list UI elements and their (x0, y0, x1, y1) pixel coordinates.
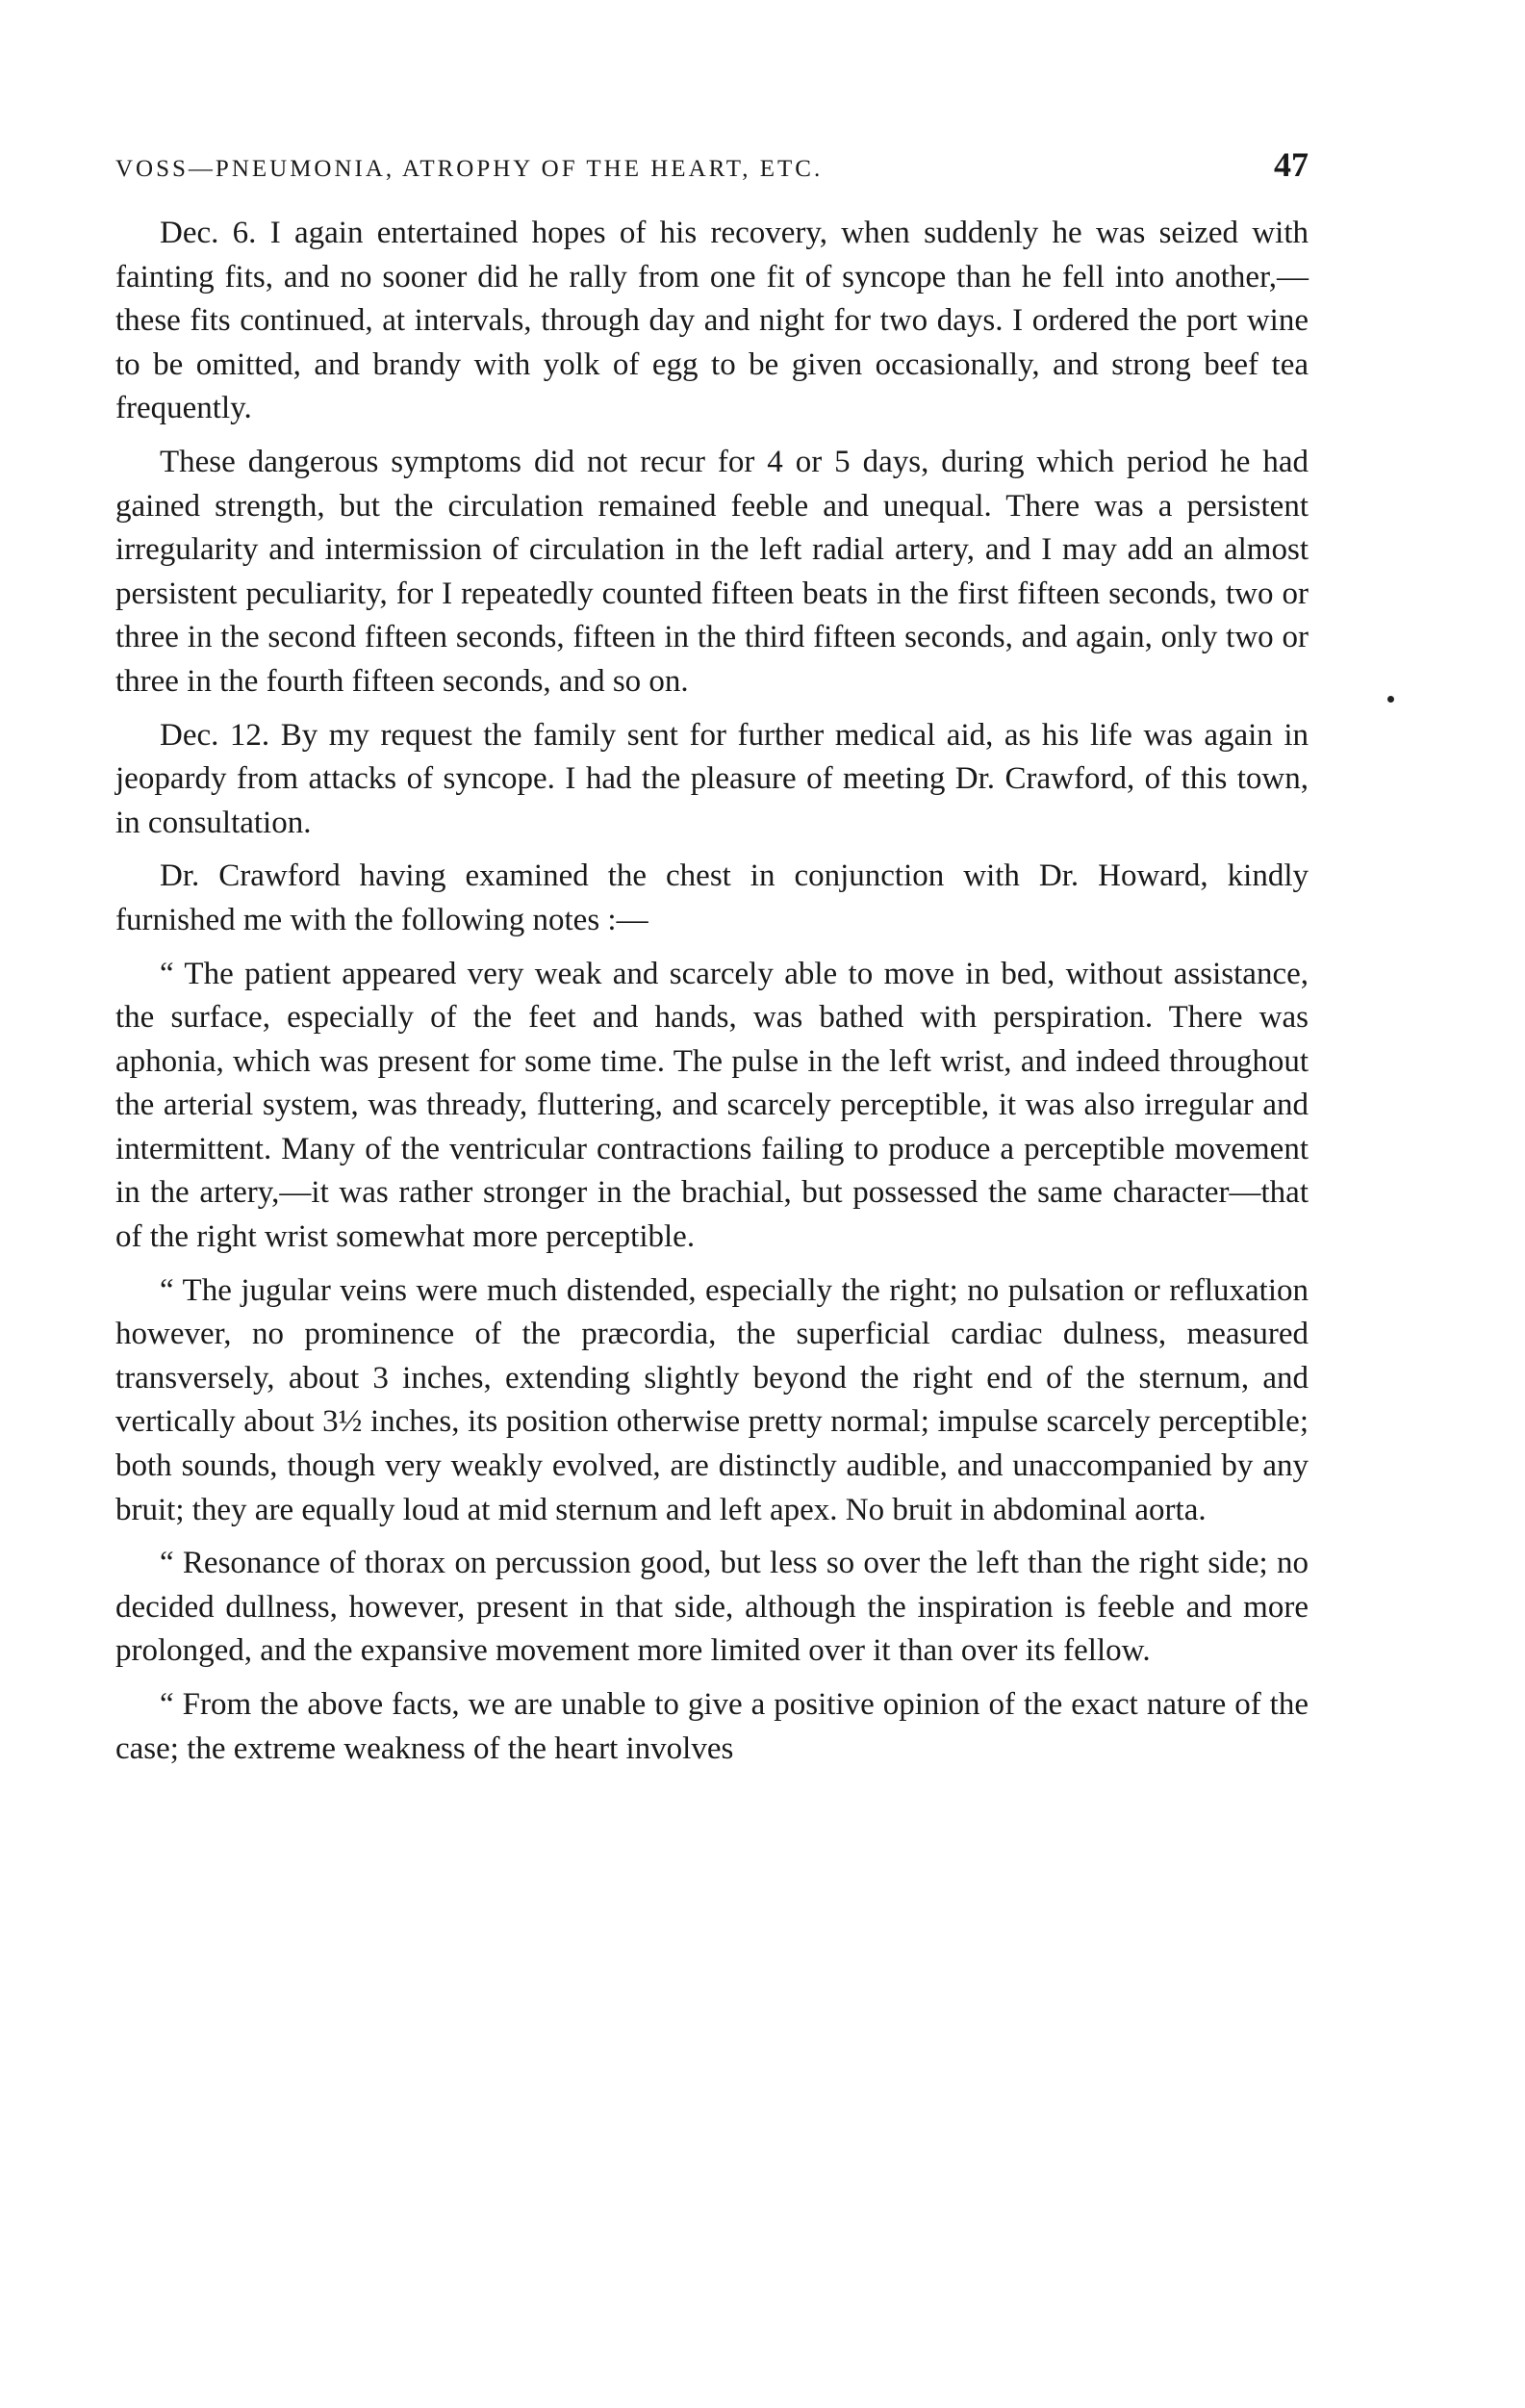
page-number: 47 (1274, 145, 1309, 184)
paragraph-dec-12: Dec. 12. By my request the family sent for further medical aid, as his life was again in jeopardy from attacks of syncope. I had the pleasure of meeting Dr. Crawford, of this town, in consultation. (115, 717, 1309, 840)
body-text (115, 212, 1309, 1771)
running-head (115, 144, 1309, 185)
running-title: VOSS—PNEUMONIA, ATROPHY OF THE HEART, ETC. (115, 156, 824, 182)
paragraph-dec-6: Dec. 6. I again entertained hopes of his recovery, when suddenly he was seized with fainting fits, and no sooner did he rally from one fit of syncope than he fell into another,—these fits continued, at intervals, through day and night for two days. I ordered the port wine to be omitted, and brandy with yolk of egg to be given occasionally, and strong beef tea frequently. (115, 216, 1309, 426)
paragraph-dangerous-symptoms: These dangerous symptoms did not recur for 4 or 5 days, during which period he had gained strength, but the circulation remained feeble and unequal. There was a persistent irregularity and intermission of circulation in the left radial artery, and I may add an almost persistent peculiarity, for I repeatedly counted fifteen beats in the first fifteen seconds, two or three in the second fifteen seconds, fifteen in the third fifteen seconds, and again, only two or three in the fourth fifteen seconds, and so on. (115, 444, 1309, 699)
book-page (115, 144, 1309, 1780)
quote-patient-appeared: “ The patient appeared very weak and scarcely able to move in bed, without assistance, the surface, especially of the feet and hands, was bathed with perspiration. There was aphonia, which was present for some time. The pulse in the left wrist, and indeed throughout the arterial system, was thready, fluttering, and scarcely perceptible, it was also irregular and intermittent. Many of the ventricular contractions failing to produce a perceptible movement in the artery,—it was rather stronger in the brachial, but possessed the same character—that of the right wrist somewhat more perceptible. (115, 956, 1309, 1255)
quote-jugular-veins: “ The jugular veins were much distended, especially the right; no pulsation or refluxation however, no prominence of the præcordia, the superficial cardiac dulness, measured transversely, about 3 inches, extending slightly beyond the right end of the sternum, and vertically about 3½ inches, its position otherwise pretty normal; impulse scarcely perceptible; both sounds, though very weakly evolved, are distinctly audible, and unaccompanied by any bruit; they are equally loud at mid sternum and left apex. No bruit in abdominal aorta. (115, 1272, 1309, 1527)
quote-resonance: “ Resonance of thorax on percussion good, but less so over the left than the right side; no decided dullness, however, present in that side, although the inspiration is feeble and more prolonged, and the expansive movement more limited over it than over its fellow. (115, 1546, 1309, 1669)
paragraph-dr-crawford: Dr. Crawford having examined the chest in conjunction with Dr. Howard, kindly furnished me with the following notes :— (115, 858, 1309, 937)
scan-speck (1387, 696, 1394, 703)
quote-from-above-facts: “ From the above facts, we are unable to give a positive opinion of the exact nature of the case; the extreme weakness of the heart involves (115, 1687, 1309, 1766)
